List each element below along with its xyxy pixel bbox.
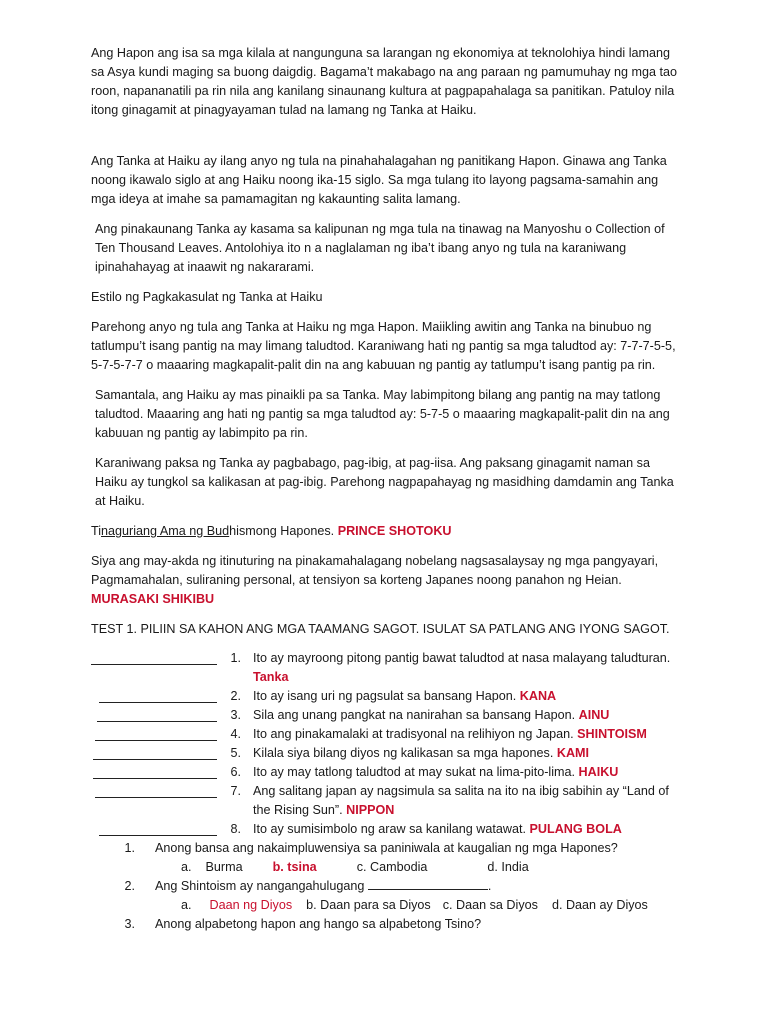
- mc-question: 3. Anong alpabetong hapon ang hango sa alpabetong Tsino?: [124, 917, 482, 931]
- answer-text: SHINTOISM: [577, 727, 647, 741]
- murasaki-question: Siya ang may-akda ng itinuturing na pinakamahalagang nobelang nagsasalaysay ng mga pangyayari, Pagmamahalan, suliraning personal, at tensiyon sa korteng Japanes noong panahon ng Heian. MURASAKI SHIKIBU: [91, 554, 659, 606]
- answer-text: PULANG BOLA: [529, 822, 622, 836]
- answer-blank[interactable]: [95, 784, 217, 798]
- answer-blank[interactable]: [368, 877, 488, 890]
- answer-prince-shotoku: PRINCE SHOTOKU: [337, 524, 452, 538]
- answer-blank[interactable]: [97, 708, 217, 722]
- test-item: 7. Ang salitang japan ay nagsimula sa salita na ito na ibig sabihin ay “Land of the Rising Sun”. NIPPON: [91, 782, 681, 820]
- mc-choices: [91, 896, 681, 915]
- mc-question: 2. Ang Shintoism ay nangangahulugang .: [124, 879, 492, 893]
- multiple-choice-section: [91, 839, 681, 934]
- choice-correct[interactable]: b. tsina: [272, 860, 317, 874]
- test-item: 8. Ito ay sumisimbolo ng araw sa kanilang watawat. PULANG BOLA: [91, 820, 681, 839]
- choice[interactable]: d. Daan ay Diyos: [551, 898, 648, 912]
- test-item: 2. Ito ay isang uri ng pagsulat sa bansang Hapon. KANA: [91, 687, 681, 706]
- topics-paragraph: Karaniwang paksa ng Tanka ay pagbabago, pag-ibig, at pag-iisa. Ang paksang ginagamit naman sa Haiku ay tungkol sa kalikasan at pag-ibig. Parehong nagpapahayag ng masidhing damdamin ang Tanka at Haiku.: [95, 456, 674, 508]
- answer-text: AINU: [578, 708, 610, 722]
- mc-question: 1. Anong bansa ang nakaimpluwensiya sa paniniwala at kaugalian ng mga Hapones?: [124, 841, 618, 855]
- test-item: 4. Ito ang pinakamalaki at tradisyonal na relihiyon ng Japan. SHINTOISM: [91, 725, 681, 744]
- answer-blank[interactable]: [91, 651, 217, 665]
- choice-letter: a.: [181, 898, 192, 912]
- section-heading: Estilo ng Pagkakasulat ng Tanka at Haiku: [91, 290, 323, 304]
- answer-text: KAMI: [556, 746, 590, 760]
- answer-text: NIPPON: [346, 803, 395, 817]
- answer-blank[interactable]: [93, 746, 217, 760]
- test-item: 6. Ito ay may tatlong taludtod at may sukat na lima-pito-lima. HAIKU: [91, 763, 681, 782]
- answer-text: Tanka: [253, 670, 289, 684]
- choice-correct[interactable]: Daan ng Diyos: [209, 898, 293, 912]
- mc-choices: [91, 858, 681, 877]
- test-items: [91, 649, 681, 839]
- tanka-haiku-paragraph: Ang Tanka at Haiku ay ilang anyo ng tula na pinahahalagahan ng panitikang Hapon. Ginawa ang Tanka noong ikawalo siglo at ang Haiku noong ika-15 siglo. Sa mga tulang ito layong pagsama-samahin ang mga ideya at imahe sa pamamagitan ng kakaunting salita lamang.: [91, 154, 667, 206]
- test-title: TEST 1. PILIIN SA KAHON ANG MGA TAAMANG SAGOT. ISULAT SA PATLANG ANG IYONG SAGOT.: [91, 622, 670, 636]
- choice[interactable]: b. Daan para sa Diyos: [306, 898, 431, 912]
- answer-blank[interactable]: [99, 689, 217, 703]
- answer-text: KANA: [519, 689, 557, 703]
- choice[interactable]: c. Cambodia: [356, 860, 428, 874]
- answer-text: HAIKU: [578, 765, 619, 779]
- document-page: [91, 44, 681, 934]
- answer-blank[interactable]: [93, 765, 217, 779]
- manyoshu-paragraph: Ang pinakaunang Tanka ay kasama sa kalipunan ng mga tula na tinawag na Manyoshu o Collection of Ten Thousand Leaves. Antolohiya ito n a naglalaman ng iba’t ibang anyo ng tula na karaniwang ipinahahayag at inaawit ng nakararami.: [95, 222, 665, 274]
- tanka-style-paragraph: Parehong anyo ng tula ang Tanka at Haiku ng mga Hapon. Maiikling awitin ang Tanka na binubuo ng tatlumpu’t isang pantig na may limang taludtod. Karaniwang hati ng pantig sa mga taludtod ay: 7-7-7-5-5, 5-7-5-7-7 o maaaring magkapalit-palit din na ang kabuuan ng pantig ay tatlumpu’t isang pantig pa rin.: [91, 320, 676, 372]
- choice[interactable]: c. Daan sa Diyos: [442, 898, 538, 912]
- answer-murasaki-shikibu: MURASAKI SHIKIBU: [91, 592, 215, 606]
- haiku-style-paragraph: Samantala, ang Haiku ay mas pinaikli pa sa Tanka. May labimpitong bilang ang pantig na may tatlong taludtod. Maaaring ang hati ng pantig sa mga taludtod ay: 5-7-5 o maaaring magkapalit-palit din na ang kabuuan ng pantig ay labimpito pa rin.: [95, 388, 670, 440]
- answer-blank[interactable]: [95, 727, 217, 741]
- prince-question: Tinaguriang Ama ng Budhismong Hapones. PRINCE SHOTOKU: [91, 524, 452, 538]
- test-item: 3. Sila ang unang pangkat na nanirahan sa bansang Hapon. AINU: [91, 706, 681, 725]
- test-item: 5. Kilala siya bilang diyos ng kalikasan sa mga hapones. KAMI: [91, 744, 681, 763]
- test-item: 1. Ito ay mayroong pitong pantig bawat taludtod at nasa malayang taludturan. Tanka: [91, 649, 681, 687]
- choice[interactable]: d. India: [487, 860, 529, 874]
- choice[interactable]: a. Burma: [181, 860, 243, 874]
- answer-blank[interactable]: [99, 822, 217, 836]
- intro-paragraph: Ang Hapon ang isa sa mga kilala at nangunguna sa larangan ng ekonomiya at teknolohiya hindi lamang sa Asya kundi maging sa buong daigdig. Bagama’t makabago na ang paraan ng pamumuhay ng mga tao roon, napananatili pa rin nila ang kanilang sinaunang kultura at pagpapahalaga sa panitikan. Patuloy nila itong ginagamit at pinagyayaman tulad na lamang ng Tanka at Haiku.: [91, 46, 678, 117]
